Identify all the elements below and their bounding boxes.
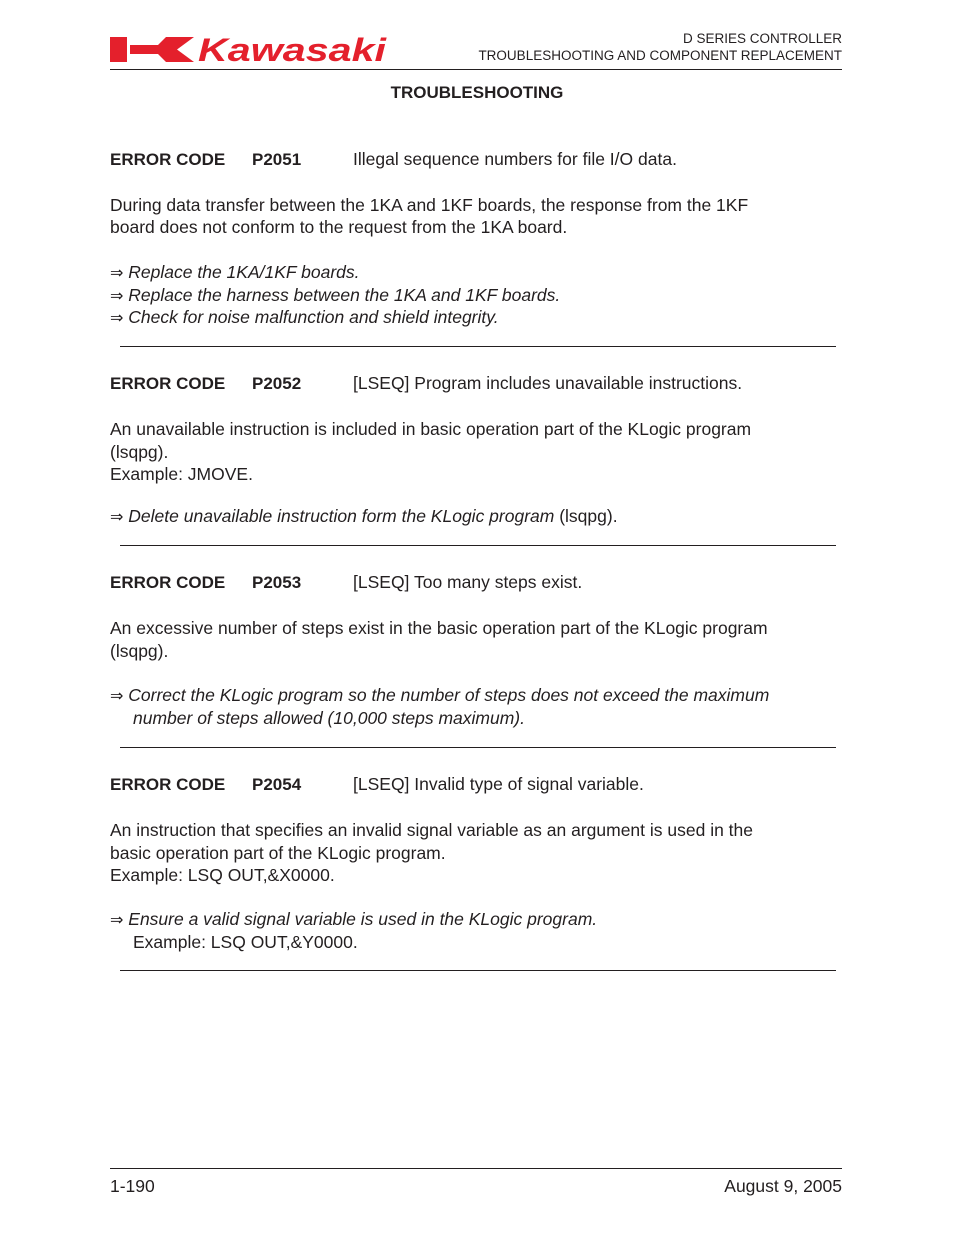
error-description-line: (lsqpg).: [110, 442, 169, 462]
remedy-suffix: (lsqpg).: [554, 506, 618, 526]
error-code-number: P2051: [252, 150, 302, 169]
arrow-icon: ⇒: [110, 288, 124, 305]
remedy-text: Check for noise malfunction and shield integrity.: [128, 307, 499, 327]
error-example: Example: JMOVE.: [110, 464, 253, 484]
remedy-item: [110, 261, 360, 286]
footer-date: August 9, 2005: [724, 1176, 842, 1196]
header-rule: [110, 69, 842, 70]
arrow-icon: ⇒: [110, 688, 124, 705]
error-title: [LSEQ] Invalid type of signal variable.: [353, 774, 644, 794]
remedy-text: Correct the KLogic program so the number of steps does not exceed the maximum: [128, 685, 770, 705]
error-code-number: P2054: [252, 775, 302, 794]
remedy-example: Example: LSQ OUT,&Y0000.: [133, 932, 358, 952]
remedy-item: [110, 306, 499, 331]
remedy-text-continued: number of steps allowed (10,000 steps maximum).: [133, 708, 525, 728]
error-description-line: (lsqpg).: [110, 641, 169, 661]
kawasaki-logo: [110, 33, 388, 65]
header-doc-subtitle: TROUBLESHOOTING AND COMPONENT REPLACEMENT: [478, 48, 842, 63]
error-code-label: ERROR CODE: [110, 374, 226, 393]
error-code-label: ERROR CODE: [110, 150, 226, 169]
error-example: Example: LSQ OUT,&X0000.: [110, 865, 335, 885]
remedy-item: [110, 684, 769, 709]
page-number: 1-190: [110, 1176, 155, 1196]
remedy-text: Replace the 1KA/1KF boards.: [128, 262, 360, 282]
section-separator: [120, 545, 836, 546]
error-description-line: An instruction that specifies an invalid signal variable as an argument is used in the: [110, 820, 754, 840]
remedy-text: Ensure a valid signal variable is used in the KLogic program.: [128, 909, 598, 929]
footer-rule: [110, 1168, 842, 1169]
error-code-number: P2053: [252, 573, 302, 592]
arrow-icon: ⇒: [110, 509, 124, 526]
error-title: [LSEQ] Program includes unavailable instructions.: [353, 373, 743, 393]
arrow-icon: ⇒: [110, 912, 124, 929]
error-code-number: P2052: [252, 374, 302, 393]
error-description-line: An excessive number of steps exist in the basic operation part of the KLogic program: [110, 618, 768, 638]
error-description-line: An unavailable instruction is included in basic operation part of the KLogic program: [110, 419, 752, 439]
arrow-icon: ⇒: [110, 310, 124, 327]
error-title: [LSEQ] Too many steps exist.: [353, 572, 583, 592]
section-separator: [120, 747, 836, 748]
error-code-label: ERROR CODE: [110, 573, 226, 592]
logo-wordmark: Kawasaki: [198, 33, 388, 65]
error-description-line: board does not conform to the request from the 1KA board.: [110, 217, 568, 237]
error-code-label: ERROR CODE: [110, 775, 226, 794]
header-doc-title: D SERIES CONTROLLER: [682, 31, 842, 46]
error-title: Illegal sequence numbers for file I/O data.: [353, 149, 677, 169]
remedy-item: [110, 505, 618, 530]
section-separator: [120, 346, 836, 347]
remedy-text: Delete unavailable instruction form the KLogic program: [128, 506, 555, 526]
remedy-item: [110, 908, 597, 933]
error-description-line: During data transfer between the 1KA and 1KF boards, the response from the 1KF: [110, 195, 749, 215]
section-separator: [120, 970, 836, 971]
error-description-line: basic operation part of the KLogic program.: [110, 843, 446, 863]
section-title: TROUBLESHOOTING: [390, 83, 564, 102]
remedy-item: [110, 284, 560, 309]
arrow-icon: ⇒: [110, 265, 124, 282]
remedy-text: Replace the harness between the 1KA and 1KF boards.: [128, 285, 561, 305]
